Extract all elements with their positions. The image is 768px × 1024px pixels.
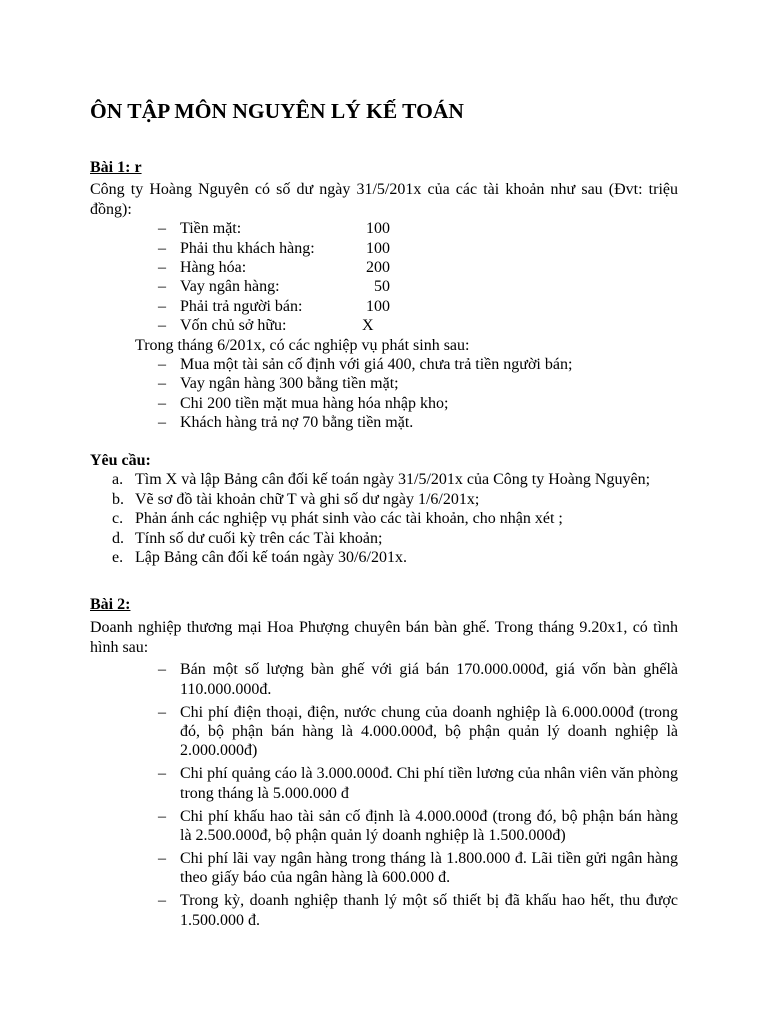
dash-bullet: –: [158, 892, 166, 910]
account-name: Phải thu khách hàng:: [180, 239, 315, 257]
dash-bullet: –: [158, 356, 166, 374]
transaction-item: [90, 394, 678, 413]
exercise-2: [90, 595, 678, 934]
account-value: 100: [366, 297, 390, 315]
dash-bullet: –: [158, 394, 166, 412]
dash-bullet: –: [158, 220, 166, 238]
dash-bullet: –: [158, 661, 166, 679]
dash-bullet: –: [158, 849, 166, 867]
dash-bullet: –: [158, 703, 166, 721]
account-item: [90, 258, 678, 277]
expense-item: [90, 703, 678, 761]
requirements-heading: Yêu cầu:: [90, 452, 151, 469]
requirement-item: [90, 529, 678, 548]
account-name: Phải trả người bán:: [180, 297, 303, 315]
transaction-text: Vay ngân hàng 300 bằng tiền mặt;: [180, 375, 399, 393]
account-name: Vay ngân hàng:: [180, 278, 280, 296]
transaction-text: Mua một tài sản cố định với giá 400, chưa trả tiền người bán;: [180, 356, 573, 374]
account-item: [90, 219, 678, 238]
expense-item: [90, 764, 678, 803]
requirement-marker: c.: [112, 510, 124, 528]
expense-item: [90, 807, 678, 846]
dash-bullet: –: [158, 317, 166, 335]
requirement-marker: e.: [112, 549, 124, 567]
dash-bullet: –: [158, 239, 166, 257]
exercise-2-items: [90, 660, 678, 930]
exercise-2-intro: Doanh nghiệp thương mại Hoa Phượng chuyên bán bàn ghế. Trong tháng 9.20x1, có tình hình sau:: [90, 619, 678, 656]
transaction-item: [90, 374, 678, 393]
expense-text: Chi phí điện thoại, điện, nước chung của doanh nghiệp là 6.000.000đ (trong đó, bộ phận bán hàng là 4.000.000đ, bộ phận quản lý doanh nghiệp là 2.000.000đ): [180, 703, 678, 760]
expense-text: Trong kỳ, doanh nghiệp thanh lý một số thiết bị đã khấu hao hết, thu được 1.500.000 đ.: [180, 892, 678, 929]
exercise-2-heading: Bài 2:: [90, 596, 131, 613]
transactions-intro: Trong tháng 6/201x, có các nghiệp vụ phát sinh sau:: [135, 336, 470, 354]
dash-bullet: –: [158, 297, 166, 315]
dash-bullet: –: [158, 278, 166, 296]
account-balance-list: [90, 219, 678, 335]
requirements-section: [90, 451, 678, 567]
requirement-marker: d.: [112, 529, 124, 547]
requirement-text: Tìm X và lập Bảng cân đối kế toán ngày 31/5/201x của Công ty Hoàng Nguyên;: [135, 471, 651, 489]
account-value: 200: [366, 259, 390, 277]
requirement-item: [90, 470, 678, 489]
expense-text: Chi phí khấu hao tài sản cố định là 4.000.000đ (trong đó, bộ phận bán hàng là 2.500.000đ, bộ phận quản lý doanh nghiệp là 1.500.000đ): [180, 807, 678, 844]
expense-text: Chi phí quảng cáo là 3.000.000đ. Chi phí tiền lương của nhân viên văn phòng trong tháng là 5.000.000 đ: [180, 765, 678, 802]
account-item: [90, 316, 678, 335]
account-value: 100: [366, 220, 390, 238]
expense-item: [90, 660, 678, 699]
page-title: ÔN TẬP MÔN NGUYÊN LÝ KẾ TOÁN: [90, 99, 464, 123]
account-item: [90, 297, 678, 316]
account-item: [90, 239, 678, 258]
requirement-item: [90, 490, 678, 509]
dash-bullet: –: [158, 259, 166, 277]
exercise-1-heading: Bài 1: r: [90, 159, 142, 176]
account-value: X: [362, 317, 374, 335]
transaction-text: Chi 200 tiền mặt mua hàng hóa nhập kho;: [180, 394, 449, 412]
exercise-1-intro: Công ty Hoàng Nguyên có số dư ngày 31/5/201x của các tài khoản như sau (Đvt: triệu đồng):: [90, 181, 678, 218]
account-item: [90, 277, 678, 296]
exercise-1: [90, 158, 678, 433]
account-value: 50: [374, 278, 390, 296]
transaction-list: [90, 355, 678, 433]
requirement-text: Phản ánh các nghiệp vụ phát sinh vào các tài khoản, cho nhận xét ;: [135, 510, 563, 528]
account-name: Hàng hóa:: [180, 259, 247, 277]
account-value: 100: [366, 239, 390, 257]
account-name: Tiền mặt:: [180, 220, 242, 238]
expense-item: [90, 849, 678, 888]
expense-item: [90, 891, 678, 930]
expense-text: Chi phí lãi vay ngân hàng trong tháng là 1.800.000 đ. Lãi tiền gửi ngân hàng theo giấy báo của ngân hàng là 600.000 đ.: [180, 849, 678, 887]
transaction-item: [90, 413, 678, 432]
requirement-marker: a.: [112, 471, 124, 489]
requirement-item: [90, 548, 678, 567]
transaction-item: [90, 355, 678, 374]
account-name: Vốn chủ sở hữu:: [180, 317, 287, 335]
requirement-marker: b.: [112, 490, 124, 508]
dash-bullet: –: [158, 414, 166, 432]
expense-text: Bán một số lượng bàn ghế với giá bán 170.000.000đ, giá vốn bàn ghếlà 110.000.000đ.: [180, 661, 678, 698]
requirement-text: Lập Bảng cân đối kế toán ngày 30/6/201x.: [135, 549, 407, 567]
dash-bullet: –: [158, 765, 166, 783]
transaction-text: Khách hàng trả nợ 70 bằng tiền mặt.: [180, 414, 414, 432]
dash-bullet: –: [158, 807, 166, 825]
requirement-item: [90, 509, 678, 528]
dash-bullet: –: [158, 375, 166, 393]
requirements-list: [90, 470, 678, 567]
requirement-text: Tính số dư cuối kỳ trên các Tài khoản;: [135, 529, 383, 547]
requirement-text: Vẽ sơ đồ tài khoản chữ T và ghi số dư ngày 1/6/201x;: [135, 490, 480, 508]
